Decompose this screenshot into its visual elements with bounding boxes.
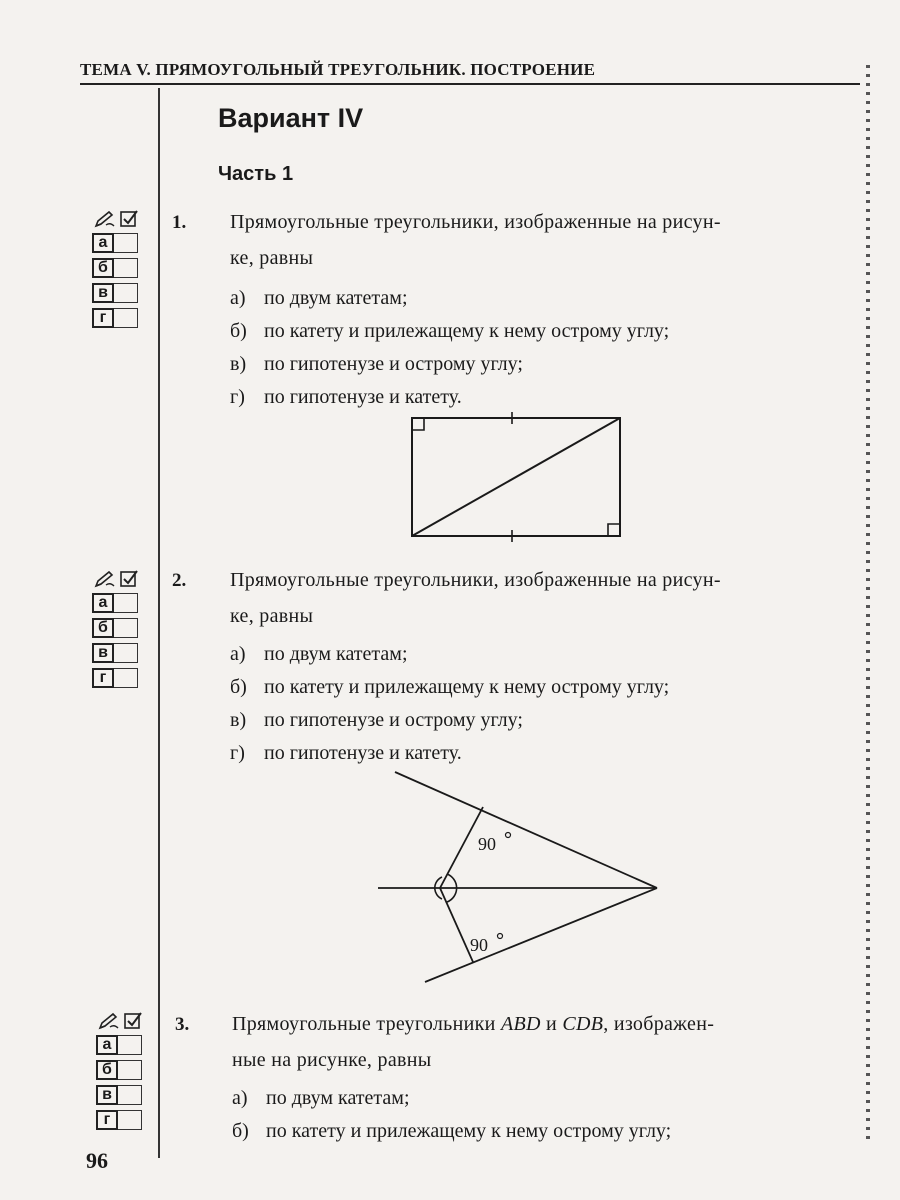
answer-row-a[interactable] xyxy=(96,1032,166,1057)
check-box-icon xyxy=(120,210,138,228)
answer-cell[interactable] xyxy=(114,643,138,663)
option-b xyxy=(232,1115,671,1148)
option-letter: в) xyxy=(230,709,247,731)
answer-cell[interactable] xyxy=(118,1085,142,1105)
page-number: 96 xyxy=(86,1148,108,1173)
task-number: 1. xyxy=(172,212,187,233)
answer-box-task-3 xyxy=(96,1010,166,1132)
answer-cell[interactable] xyxy=(118,1035,142,1055)
answer-cell[interactable] xyxy=(114,593,138,613)
answer-row-g[interactable] xyxy=(96,1107,166,1132)
task-text-part: , изображен- xyxy=(603,1013,715,1035)
task-text-line: Прямоугольные треугольники, изображенные на рисун- xyxy=(230,211,721,233)
options-list xyxy=(230,638,669,770)
answer-cell[interactable] xyxy=(114,308,138,328)
angle-label-lower: 90 xyxy=(470,935,488,955)
option-letter: в) xyxy=(230,353,247,375)
answer-letter: в xyxy=(96,1085,118,1105)
part-title: Часть 1 xyxy=(218,163,294,185)
option-b xyxy=(230,671,669,704)
page-header: ТЕМА V. ПРЯМОУГОЛЬНЫЙ ТРЕУГОЛЬНИК. ПОСТРОЕНИЕ xyxy=(80,60,596,79)
option-text: по катету и прилежащему к нему острому углу; xyxy=(264,676,670,698)
answer-letter: а xyxy=(96,1035,118,1055)
task-text-line: ке, равны xyxy=(230,605,314,627)
option-text: по гипотенузе и острому углу; xyxy=(264,353,523,375)
check-box-icon xyxy=(120,570,138,588)
option-v xyxy=(230,704,669,737)
answer-row-b[interactable] xyxy=(96,1057,166,1082)
pencil-icon xyxy=(94,210,116,228)
option-letter: б) xyxy=(230,320,247,342)
option-text: по гипотенузе и катету. xyxy=(264,742,462,764)
answer-letter: а xyxy=(92,593,114,613)
answer-letter: в xyxy=(92,643,114,663)
option-text: по двум катетам; xyxy=(264,643,408,665)
task-text-line-1 xyxy=(232,1006,860,1042)
answer-cell[interactable] xyxy=(118,1110,142,1130)
option-a xyxy=(230,638,669,671)
answer-letter: в xyxy=(92,283,114,303)
answer-cell[interactable] xyxy=(114,258,138,278)
answer-cell[interactable] xyxy=(114,618,138,638)
answer-cell[interactable] xyxy=(114,283,138,303)
option-letter: б) xyxy=(232,1120,249,1142)
option-text: по гипотенузе и катету. xyxy=(264,386,462,408)
task-text-part: и xyxy=(540,1013,563,1035)
rectangle-diagonal-figure xyxy=(400,408,630,543)
answer-row-a[interactable] xyxy=(92,590,162,615)
answer-cell[interactable] xyxy=(118,1060,142,1080)
answer-row-b[interactable] xyxy=(92,615,162,640)
option-letter: г) xyxy=(230,742,245,764)
pencil-icon xyxy=(98,1012,120,1030)
answer-row-v[interactable] xyxy=(92,640,162,665)
option-text: по двум катетам; xyxy=(264,287,408,309)
task-text-line: Прямоугольные треугольники, изображенные на рисун- xyxy=(230,569,721,591)
answer-cell[interactable] xyxy=(114,233,138,253)
task-number: 3. xyxy=(175,1014,190,1035)
task-number: 2. xyxy=(172,570,187,591)
option-text: по двум катетам; xyxy=(266,1087,410,1109)
header-rule xyxy=(80,83,860,85)
task-text-line: ке, равны xyxy=(230,247,314,269)
answer-letter: б xyxy=(96,1060,118,1080)
triangle-name: ABD xyxy=(500,1013,541,1035)
option-a xyxy=(232,1082,671,1115)
option-letter: г) xyxy=(230,386,245,408)
option-a xyxy=(230,282,669,315)
answer-row-v[interactable] xyxy=(92,280,162,305)
answer-letter: б xyxy=(92,258,114,278)
task-text xyxy=(230,562,858,634)
answer-letter: г xyxy=(92,308,114,328)
answer-letter: г xyxy=(96,1110,118,1130)
angle-bisector-figure xyxy=(370,765,670,990)
answer-row-v[interactable] xyxy=(96,1082,166,1107)
answer-box-task-2 xyxy=(92,568,162,690)
options-list xyxy=(232,1082,671,1148)
answer-row-a[interactable] xyxy=(92,230,162,255)
check-box-icon xyxy=(124,1012,142,1030)
option-v xyxy=(230,348,669,381)
task-text-line: ные на рисунке, равны xyxy=(232,1049,432,1071)
option-letter: а) xyxy=(230,643,246,665)
option-text: по катету и прилежащему к нему острому углу; xyxy=(266,1120,672,1142)
option-text: по катету и прилежащему к нему острому углу; xyxy=(264,320,670,342)
answer-letter: б xyxy=(92,618,114,638)
answer-row-g[interactable] xyxy=(92,305,162,330)
task-text xyxy=(230,204,858,276)
options-list xyxy=(230,282,669,414)
triangle-name: CDB xyxy=(562,1013,604,1035)
binding-edge xyxy=(866,65,870,1145)
answer-cell[interactable] xyxy=(114,668,138,688)
option-b xyxy=(230,315,669,348)
variant-title: Вариант IV xyxy=(218,103,364,133)
task-text xyxy=(232,1006,860,1078)
answer-row-g[interactable] xyxy=(92,665,162,690)
option-letter: а) xyxy=(230,287,246,309)
task-text-part: Прямоугольные треугольники xyxy=(232,1013,501,1035)
answer-row-b[interactable] xyxy=(92,255,162,280)
option-text: по гипотенузе и острому углу; xyxy=(264,709,523,731)
answer-letter: а xyxy=(92,233,114,253)
option-letter: б) xyxy=(230,676,247,698)
angle-label-upper: 90 xyxy=(478,834,496,854)
answer-letter: г xyxy=(92,668,114,688)
option-letter: а) xyxy=(232,1087,248,1109)
answer-box-task-1 xyxy=(92,208,162,330)
pencil-icon xyxy=(94,570,116,588)
